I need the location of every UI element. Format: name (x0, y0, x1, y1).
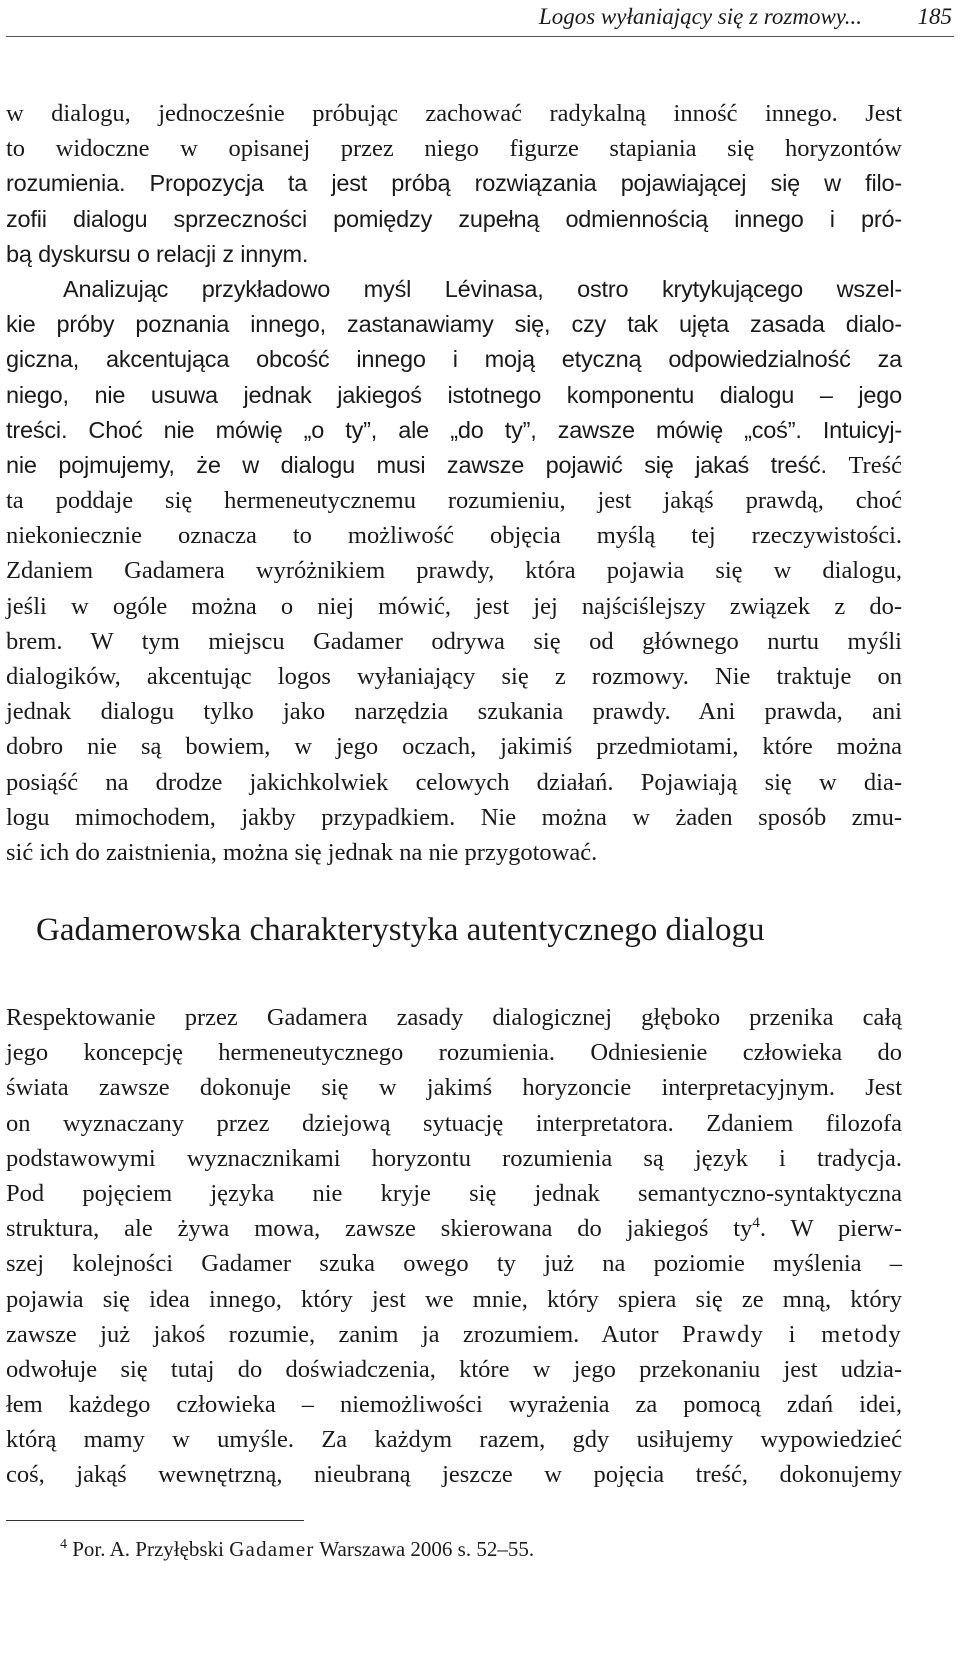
section-heading: Gadamerowska charakterystyka autentycznego dialogu (36, 912, 765, 948)
text-line (6, 448, 902, 483)
text-line: łem każdego człowieka – niemożliwości wyrażenia za pomocą zdań idei, (6, 1391, 902, 1419)
text-line: Zdaniem Gadamera wyróżnikiem prawdy, która pojawia się w dialogu, (6, 557, 902, 585)
text-line: kie próby poznania innego, zastanawiamy się, czy tak ujęta zasada dialo- (6, 311, 902, 338)
text-line: którą mamy w umyśle. Za każdym razem, gdy usiłujemy wypowiedzieć (6, 1426, 902, 1454)
text-line: brem. W tym miejscu Gadamer odrywa się od głównego nurtu myśli (6, 627, 902, 655)
text-fragment: struktura, ale żywa mowa, zawsze skierowana do jakiegoś ty (6, 1215, 753, 1243)
footnote-number: 4 (60, 1537, 67, 1552)
running-title: Logos wyłaniający się z rozmowy... (538, 4, 862, 29)
text-line: dialogików, akcentując logos wyłaniający się z rozmowy. Nie traktuje on (6, 662, 902, 690)
text-line: ta poddaje się hermeneutycznemu rozumieniu, jest jakąś prawdą, choć (6, 487, 902, 514)
text-line (6, 1317, 902, 1352)
paragraph-hermeneutics (6, 1000, 902, 1493)
text-line: Pod pojęciem języka nie kryje się jednak semantyczno-syntaktyczna (6, 1179, 902, 1207)
text-line: w dialogu, jednocześnie próbując zachować radykalną inność innego. Jest (6, 100, 902, 127)
text-line: dobro nie są bowiem, w jego oczach, jakimiś przedmiotami, które można (6, 733, 902, 761)
page-number: 185 (917, 4, 952, 29)
text-line: odwołuje się tutaj do doświadczenia, które w jego przekonaniu jest udzia- (6, 1355, 902, 1383)
footnote-reference[interactable]: 4 (752, 1214, 760, 1231)
paragraph-continuation (6, 96, 902, 272)
text-line: świata zawsze dokonuje się w jakimś horyzoncie interpretacyjnym. Jest (6, 1074, 902, 1102)
footnote-text: Warszawa 2006 s. 52–55. (319, 1537, 535, 1561)
text-line: posiąść na drodze jakichkolwiek celowych działań. Pojawiają się w dia- (6, 768, 902, 796)
text-line: jeśli w ogóle można o niej mówić, jest jej najściślejszy związek z do- (6, 592, 902, 620)
footnote-text: Por. A. Przyłębski (72, 1537, 224, 1561)
book-title: Prawdy i metody (681, 1320, 902, 1348)
text-fragment: nie pojmujemy, że w dialogu musi zawsze pojawić się jakaś treść. (6, 451, 827, 478)
text-line: Analizując przykładowo myśl Lévinasa, ostro krytykującego wszel- (63, 276, 902, 302)
running-header (6, 2, 954, 37)
text-line: on wyznaczany przez dziejową sytuację interpretatora. Zdaniem filozofa (6, 1109, 902, 1137)
text-fragment: . W pierw- (759, 1215, 902, 1243)
text-line: jednak dialogu tylko jako narzędzia szukania prawdy. Ani prawda, ani (6, 698, 902, 726)
text-line: niekoniecznie oznacza to możliwość objęcia myślą tej rzeczywistości. (6, 522, 902, 550)
text-line: bą dyskursu o relacji z innym. (6, 240, 309, 267)
text-line: giczna, akcentująca obcość innego i moją etyczną odpowiedzialność za (6, 346, 902, 373)
text-line: logu mimochodem, jakby przypadkiem. Nie można w żaden sposób zmu- (6, 803, 902, 831)
text-line: rozumienia. Propozycja ta jest próbą rozwiązania pojawiającej się w filo- (6, 170, 902, 197)
text-line (6, 1211, 902, 1246)
text-line: niego, nie usuwa jednak jakiegoś istotnego komponentu dialogu – jego (6, 381, 902, 408)
text-line: treści. Choć nie mówię „o ty”, ale „do ty”, zawsze mówię „coś”. Intuicyj- (6, 416, 902, 443)
footnote (60, 1535, 534, 1563)
text-line: jego koncepcję hermeneutycznego rozumienia. Odniesienie człowieka do (6, 1039, 902, 1067)
text-fragment: zawsze już jakoś rozumie, zanim ja zrozumiem. (6, 1320, 580, 1348)
text-line: podstawowymi wyznacznikami horyzontu rozumienia są język i tradycja. (6, 1144, 902, 1172)
footnote-book-title: Gadamer (229, 1537, 315, 1561)
paragraph-gadamer-truth (6, 483, 902, 870)
text-line: Respektowanie przez Gadamera zasady dialogicznej głęboko przenika całą (6, 1004, 902, 1031)
text-fragment: Treść (848, 451, 902, 479)
text-line: szej kolejności Gadamer szuka owego ty już na poziomie myślenia – (6, 1250, 902, 1278)
paragraph-levinas (6, 272, 902, 483)
text-line: coś, jakąś wewnętrzną, nieubraną jeszcze w pojęcia treść, dokonujemy (6, 1461, 902, 1489)
footnote-divider (6, 1520, 304, 1521)
text-line: pojawia się idea innego, który jest we mnie, który spiera się ze mną, który (6, 1285, 902, 1313)
text-line: to widoczne w opisanej przez niego figurze stapiania się horyzontów (6, 135, 902, 163)
text-line: zofii dialogu sprzeczności pomiędzy zupełną odmiennością innego i pró- (6, 205, 902, 232)
text-fragment: Autor (601, 1320, 659, 1348)
text-line: sić ich do zaistnienia, można się jednak na nie przygotować. (6, 838, 598, 866)
